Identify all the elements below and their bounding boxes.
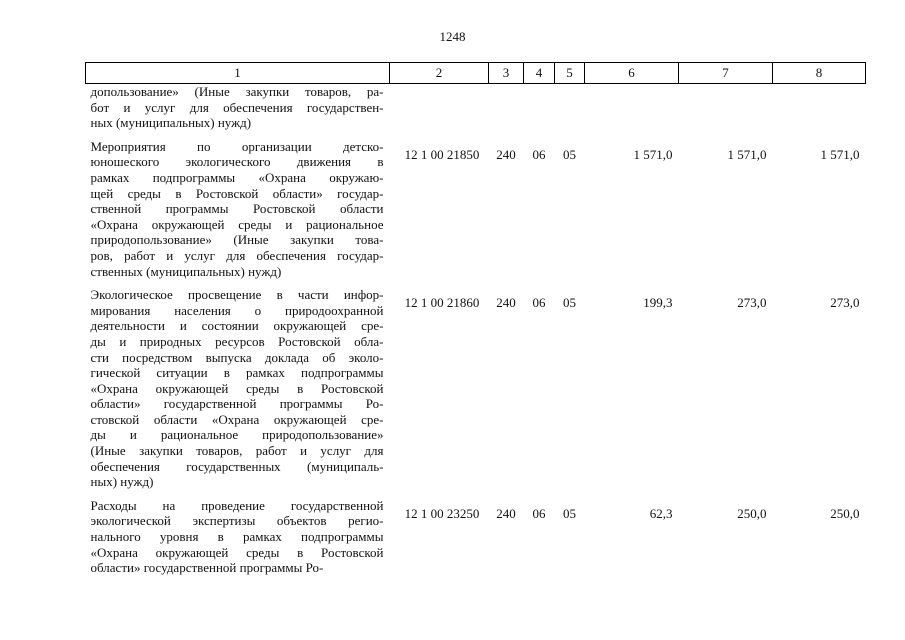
column-header: 2 [390,63,489,84]
description-line: гической ситуации в рамках подпрограммы [90,365,384,381]
description-line: «Охрана окружающей среды в Ростовской [90,380,384,396]
expense-type-code: 240 [496,505,516,521]
section-code [524,84,555,139]
table-row [86,287,866,498]
amount-year-1: 62,3 [649,505,673,521]
table-row [86,139,866,287]
amount-year-2: 250,0 [737,505,767,521]
target-article-code [390,84,489,139]
amount-year-2 [679,84,773,139]
expense-type-code [489,84,524,139]
table-row [86,84,866,139]
description-line: «Охрана окружающей среды и рациональное [90,216,384,232]
description-line: рамках подпрограммы «Охрана окружаю- [90,169,384,185]
description-line: «Охрана окружающей среды в Ростовской [90,544,384,560]
description-line: Экологическое просвещение в части инфор- [90,287,384,303]
description-line: области» государственной программы Ро- [90,560,324,576]
amount-year-3: 273,0 [830,295,860,311]
row-description [86,84,390,139]
table-body [86,84,866,584]
description-line: ды и рациональное природопользование» [90,427,384,443]
subsection-code: 05 [563,295,576,311]
description-line: мирования населения о природоохранной [90,302,384,318]
column-header: 4 [524,63,555,84]
target-article-code: 12 1 00 21860 [404,295,480,311]
description-line: области» государственной программы Ро- [90,396,384,412]
description-line: обеспечения государственных (муниципаль- [90,458,384,474]
description-line: юношеского экологического движения в [90,154,384,170]
amount-year-1: 1 571,0 [633,146,673,162]
description-line: Расходы на проведение государственной [90,497,384,513]
description-line: ных (муниципальных) нужд) [90,115,252,131]
section-code: 06 [532,295,546,311]
description-line: ственной программы Ростовской области [90,201,384,217]
budget-table [85,62,866,584]
description-line: ров, работ и услуг для обеспечения государ- [90,247,384,263]
description-line: допользование» (Иные закупки товаров, ра- [90,84,384,99]
description-line: природопользование» (Иные закупки това- [90,232,384,248]
column-header: 8 [773,63,866,84]
target-article-code: 12 1 00 21850 [404,146,480,162]
description-line: стовской области «Охрана окружающей сре- [90,411,384,427]
section-code: 06 [532,146,546,162]
column-header: 5 [555,63,585,84]
expense-type-code: 240 [496,295,516,311]
table-header [86,63,866,84]
column-header: 6 [585,63,679,84]
description-line: ды и природных ресурсов Ростовской обла- [90,333,384,349]
description-line: Мероприятия по организации детско- [90,138,384,154]
description-line: ных) нужд) [90,474,154,490]
expense-type-code: 240 [496,146,516,162]
subsection-code [555,84,585,139]
description-line: бот и услуг для обеспечения государствен- [90,99,384,115]
row-description [86,498,390,584]
description-line: деятельности и состоянии окружающей сре- [90,318,384,334]
amount-year-1 [585,84,679,139]
description-line: (Иные закупки товаров, работ и услуг для [90,443,384,459]
table-row [86,498,866,584]
amount-year-3 [773,84,866,139]
target-article-code: 12 1 00 23250 [404,505,480,521]
description-line: сти посредством выпуска доклада об эколо- [90,349,384,365]
amount-year-3: 1 571,0 [820,146,860,162]
amount-year-3: 250,0 [830,505,860,521]
column-header: 3 [489,63,524,84]
column-header: 7 [679,63,773,84]
subsection-code: 05 [563,146,576,162]
amount-year-2: 273,0 [737,295,767,311]
row-description [86,139,390,287]
description-line: щей среды в Ростовской области» государ- [90,185,384,201]
amount-year-1: 199,3 [643,295,673,311]
description-line: нального уровня в рамках подпрограммы [90,529,384,545]
section-code: 06 [532,505,546,521]
description-line: ственных (муниципальных) нужд) [90,263,282,279]
subsection-code: 05 [563,505,576,521]
page-number: 1248 [439,29,466,44]
amount-year-2: 1 571,0 [727,146,767,162]
row-description [86,287,390,498]
description-line: экологической экспертизы объектов регио- [90,513,384,529]
column-header: 1 [86,63,390,84]
